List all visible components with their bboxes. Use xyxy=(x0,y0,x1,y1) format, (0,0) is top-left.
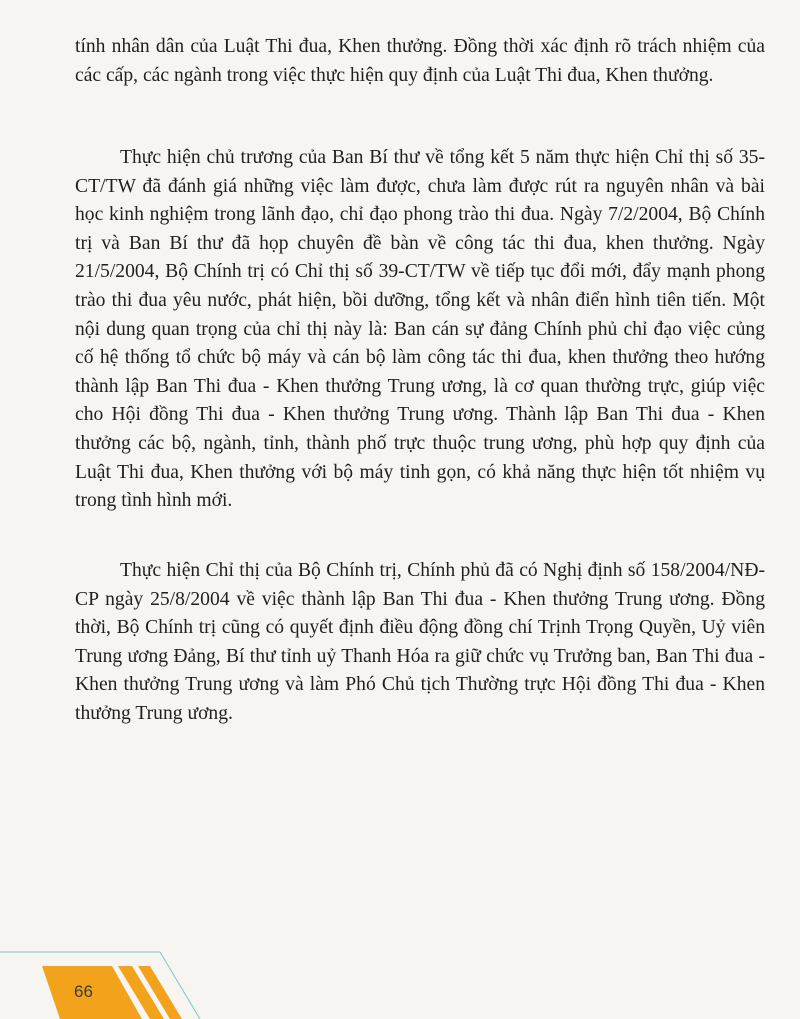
paragraph-3 xyxy=(75,557,765,729)
paragraph-2 xyxy=(75,144,765,516)
footer-decoration-icon xyxy=(0,930,800,1019)
page-footer xyxy=(0,930,800,1019)
paragraph-1 xyxy=(75,33,765,90)
page-number: 66 xyxy=(74,982,93,1001)
paragraph-1-text: tính nhân dân của Luật Thi đua, Khen thưởng. Đồng thời xác định rõ trách nhiệm của các cấp, các ngành trong việc thực hiện quy định của Luật Thi đua, Khen thưởng. xyxy=(75,36,765,86)
paragraph-2-text: Thực hiện chủ trương của Ban Bí thư về tổng kết 5 năm thực hiện Chỉ thị số 35-CT/TW đã đánh giá những việc làm được, chưa làm được rút ra nguyên nhân và bài học kinh nghiệm trong lãnh đạo, chỉ đạo phong trào thi đua. Ngày 7/2/2004, Bộ Chính trị và Ban Bí thư đã họp chuyên đề bàn về công tác thi đua, khen thưởng. Ngày 21/5/2004, Bộ Chính trị có Chỉ thị số 39-CT/TW về tiếp tục đổi mới, đẩy mạnh phong trào thi đua yêu nước, phát hiện, bồi dưỡng, tổng kết và nhân điển hình tiên tiến. Một nội dung quan trọng của chỉ thị này là: Ban cán sự đảng Chính phủ chỉ đạo việc củng cố hệ thống tổ chức bộ máy và cán bộ làm công tác thi đua, khen thưởng theo hướng thành lập Ban Thi đua - Khen thưởng Trung ương, là cơ quan thường trực, giúp việc cho Hội đồng Thi đua - Khen thưởng Trung ương. Thành lập Ban Thi đua - Khen thưởng các bộ, ngành, tỉnh, thành phố trực thuộc trung ương, phù hợp quy định của Luật Thi đua, Khen thưởng với bộ máy tinh gọn, có khả năng thực hiện tốt nhiệm vụ trong tình hình mới. xyxy=(75,147,765,512)
paragraph-3-text: Thực hiện Chỉ thị của Bộ Chính trị, Chính phủ đã có Nghị định số 158/2004/NĐ-CP ngày 25/8/2004 về việc thành lập Ban Thi đua - Khen thưởng Trung ương. Đồng thời, Bộ Chính trị cũng có quyết định điều động đồng chí Trịnh Trọng Quyền, Uỷ viên Trung ương Đảng, Bí thư tỉnh uỷ Thanh Hóa ra giữ chức vụ Trưởng ban, Ban Thi đua - Khen thưởng Trung ương và làm Phó Chủ tịch Thường trực Hội đồng Thi đua - Khen thưởng Trung ương. xyxy=(75,560,765,724)
